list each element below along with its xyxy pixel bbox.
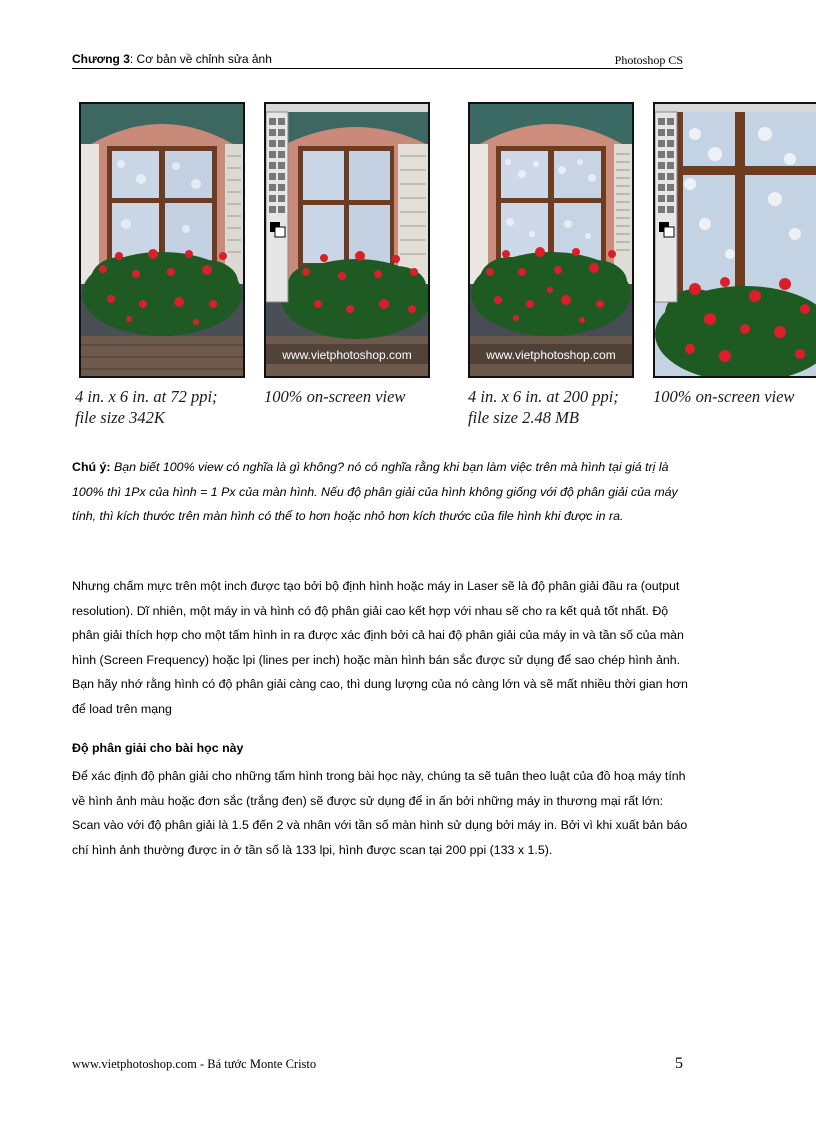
caption-onscreen-2 (653, 386, 794, 407)
chapter-subtitle: : Cơ bản về chỉnh sửa ảnh (129, 52, 272, 66)
caption-72ppi (75, 386, 218, 428)
chapter-number: Chương 3 (72, 52, 130, 66)
caption-line: file size 2.48 MB (468, 408, 579, 427)
caption-line: file size 342K (75, 408, 165, 427)
page-header (72, 50, 683, 69)
caption-line: 100% on-screen view (653, 387, 795, 406)
note-text: Bạn biết 100% view có nghĩa là gì không? nó có nghĩa rằng khi bạn làm việc trên mà hình tại giá trị là 100% thì 1Px của hình = 1 Px của màn hình. Nếu độ phân giải của hình không giống với độ phân giải của máy tính, thì kích thước trên màn hình có thể to hơn hoặc nhỏ hơn kích thước của file hình khi được in ra. (72, 460, 678, 523)
window-photo-200ppi-onscreen (653, 102, 816, 378)
footer-credit: www.vietphotoshop.com - Bá tước Monte Cristo (72, 1057, 317, 1071)
window-photo-200ppi (468, 102, 634, 378)
watermark-text: www.vietphotoshop.com (486, 348, 616, 362)
window-photo-72ppi-onscreen (264, 102, 430, 378)
caption-line: 100% on-screen view (264, 387, 406, 406)
caption-line: 4 in. x 6 in. at 200 ppi; (468, 387, 619, 406)
chapter-title (72, 52, 272, 66)
note-label: Chú ý: (72, 460, 111, 474)
window-photo-72ppi (79, 102, 245, 378)
page-number: 5 (675, 1055, 683, 1072)
note-paragraph (72, 455, 692, 529)
section-heading: Độ phân giải cho bài học này (72, 741, 244, 755)
app-name: Photoshop CS (614, 53, 683, 67)
body-paragraph: Nhưng chấm mực trên một inch được tạo bởi bộ định hình hoặc máy in Laser sẽ là độ phân giải đầu ra (output resolution). Dĩ nhiên, một máy in và hình có độ phân giải cao kết hợp với nhau sẽ cho ra kết quả tốt nhất. Độ phân giải thích hợp cho một tấm hình in ra được xác định bởi cả hai độ phân giải của máy in và tần số của màn hình (Screen Frequency) hoặc lpi (lines per inch) hoặc màn hình bán sắc được sử dụng để sao chép hình ảnh. Bạn hãy nhớ rằng hình có độ phân giải càng cao, thì dung lượng của nó càng lớn và sẽ mất nhiều thời gian hơn để load trên mạng (72, 579, 688, 716)
section-paragraph: Để xác định độ phân giải cho những tấm hình trong bài học này, chúng ta sẽ tuân theo luật của đồ hoạ máy tính về hình ảnh màu hoặc đơn sắc (trắng đen) sẽ được sử dụng để in ấn bởi những máy in thương mại rất lớn: Scan vào với độ phân giải là 1.5 đến 2 và nhân với tần số màn hình sử dụng bởi máy in. Bởi vì khi xuất bản báo chí hình ảnh thường được in ở tần số là 133 lpi, hình được scan tại 200 ppi (133 x 1.5). (72, 769, 688, 857)
caption-line: 4 in. x 6 in. at 72 ppi; (75, 387, 218, 406)
caption-200ppi (468, 386, 619, 428)
watermark-text: www.vietphotoshop.com (282, 348, 412, 362)
caption-onscreen-1 (264, 386, 405, 407)
